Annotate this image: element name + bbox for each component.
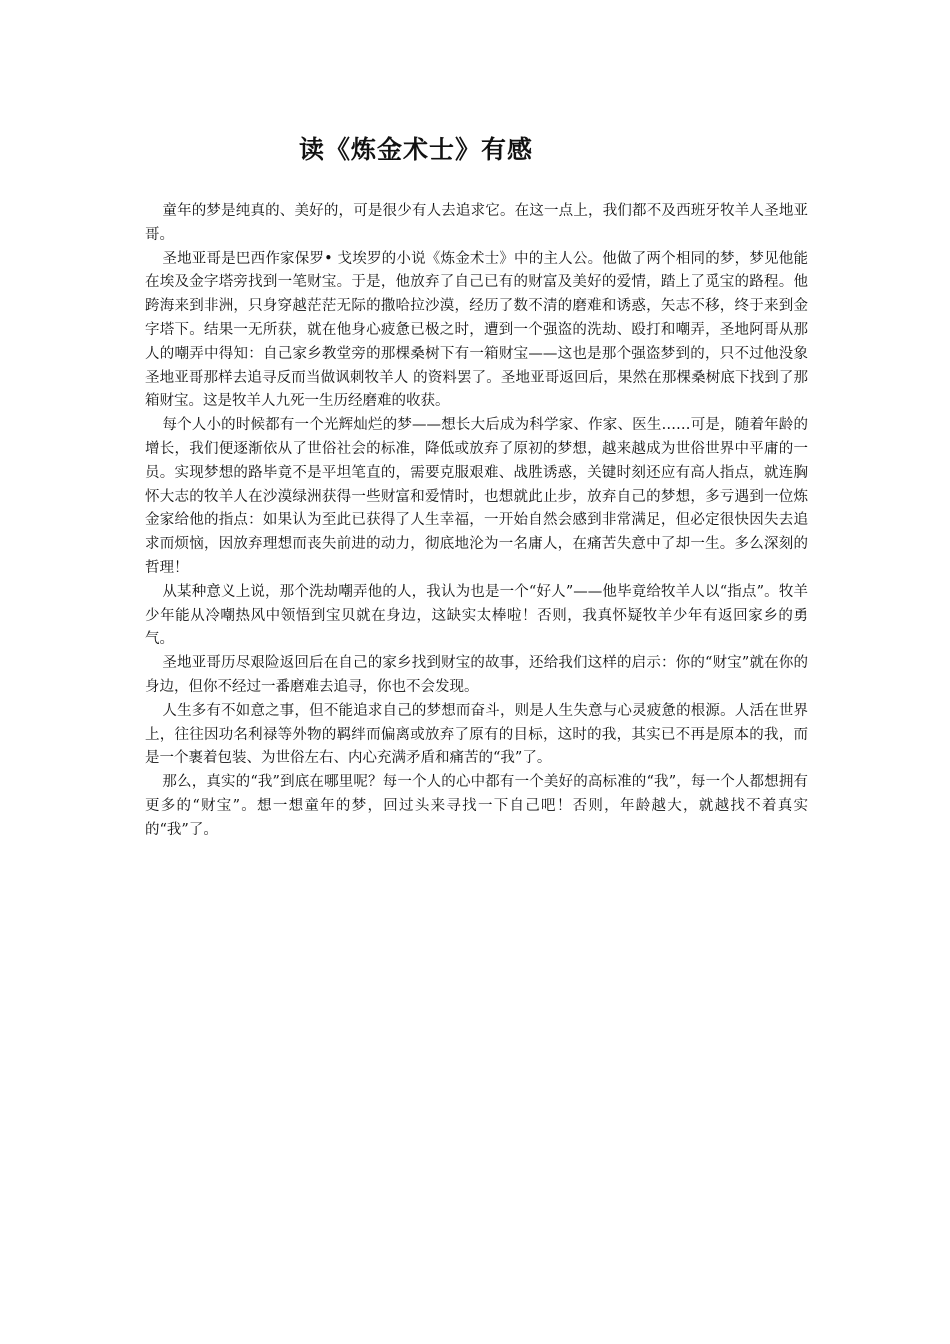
document-title: 读《炼金术士》有感 bbox=[298, 135, 533, 164]
paragraph-robber-good-person: 从某种意义上说，那个洗劫嘲弄他的人，我认为也是一个“好人”——他毕竟给牧羊人以“指点”。牧羊少年能从冷嘲热风中领悟到宝贝就在身边，这缺实太棒啦！否则，我真怀疑牧羊少年有返回家乡的勇气。 bbox=[145, 583, 808, 648]
paragraph-life-frustrations: 人生多有不如意之事，但不能追求自己的梦想而奋斗，则是人生失意与心灵疲惫的根源。人活在世界上，往往因功名利禄等外物的羁绊而偏离或放弃了原有的目标，这时的我，其实已不再是原本的我，而是一个裹着包装、为世俗左右、内心充满矛盾和痛苦的“我”了。 bbox=[145, 702, 808, 767]
paragraph-true-self: 那么，真实的“我”到底在哪里呢？每一个人的心中都有一个美好的高标准的“我”，每一个人都想拥有更多的“财宝”。想一想童年的梦，回过头来寻找一下自己吧！否则，年龄越大，就越找不着真实的“我”了。 bbox=[145, 774, 808, 838]
paragraph-childhood-dream: 童年的梦是纯真的、美好的，可是很少有人去追求它。在这一点上，我们都不及西班牙牧羊人圣地亚哥。 bbox=[145, 203, 808, 243]
paragraph-treasure-nearby: 圣地亚哥历尽艰险返回后在自己的家乡找到财宝的故事，还给我们这样的启示：你的“财宝”就在你的身边，但你不经过一番磨难去追寻，你也不会发现。 bbox=[145, 655, 808, 695]
paragraph-santiago-story: 圣地亚哥是巴西作家保罗• 戈埃罗的小说《炼金术士》中的主人公。他做了两个相同的梦，梦见他能在埃及金字塔旁找到一笔财宝。于是，他放弃了自己已有的财富及美好的爱情，踏上了觅宝的路程。他跨海来到非洲，只身穿越茫茫无际的撒哈拉沙漠，经历了数不清的磨难和诱惑，矢志不移，终于来到金字塔下。结果一无所获，就在他身心疲惫已极之时，遭到一个强盗的洗劫、殴打和嘲弄，圣地阿哥从那人的嘲弄中得知：自己家乡教堂旁的那棵桑树下有一箱财宝——这也是那个强盗梦到的，只不过他没象圣地亚哥那样去追寻反而当做讽刺牧羊人 的资料罢了。圣地亚哥返回后，果然在那棵桑树底下找到了那箱财宝。这是牧羊人九死一生历经磨难的收获。 bbox=[145, 250, 808, 410]
document-body bbox=[145, 200, 808, 843]
paragraph-everyone-dreams: 每个人小的时候都有一个光辉灿烂的梦——想长大后成为科学家、作家、医生……可是，随着年龄的增长，我们便逐渐依从了世俗社会的标准，降低或放弃了原初的梦想，越来越成为世俗世界中平庸的一员。实现梦想的路毕竟不是平坦笔直的，需要克服艰难、战胜诱惑，关键时刻还应有高人指点，就连胸怀大志的牧羊人在沙漠绿洲获得一些财富和爱情时，也想就此止步，放弃自己的梦想，多亏遇到一位炼金家给他的指点：如果认为至此已获得了人生幸福，一开始自然会感到非常满足，但必定很快因失去追求而烦恼，因放弃理想而丧失前进的动力，彻底地沦为一名庸人，在痛苦失意中了却一生。多么深刻的哲理！ bbox=[145, 417, 808, 576]
